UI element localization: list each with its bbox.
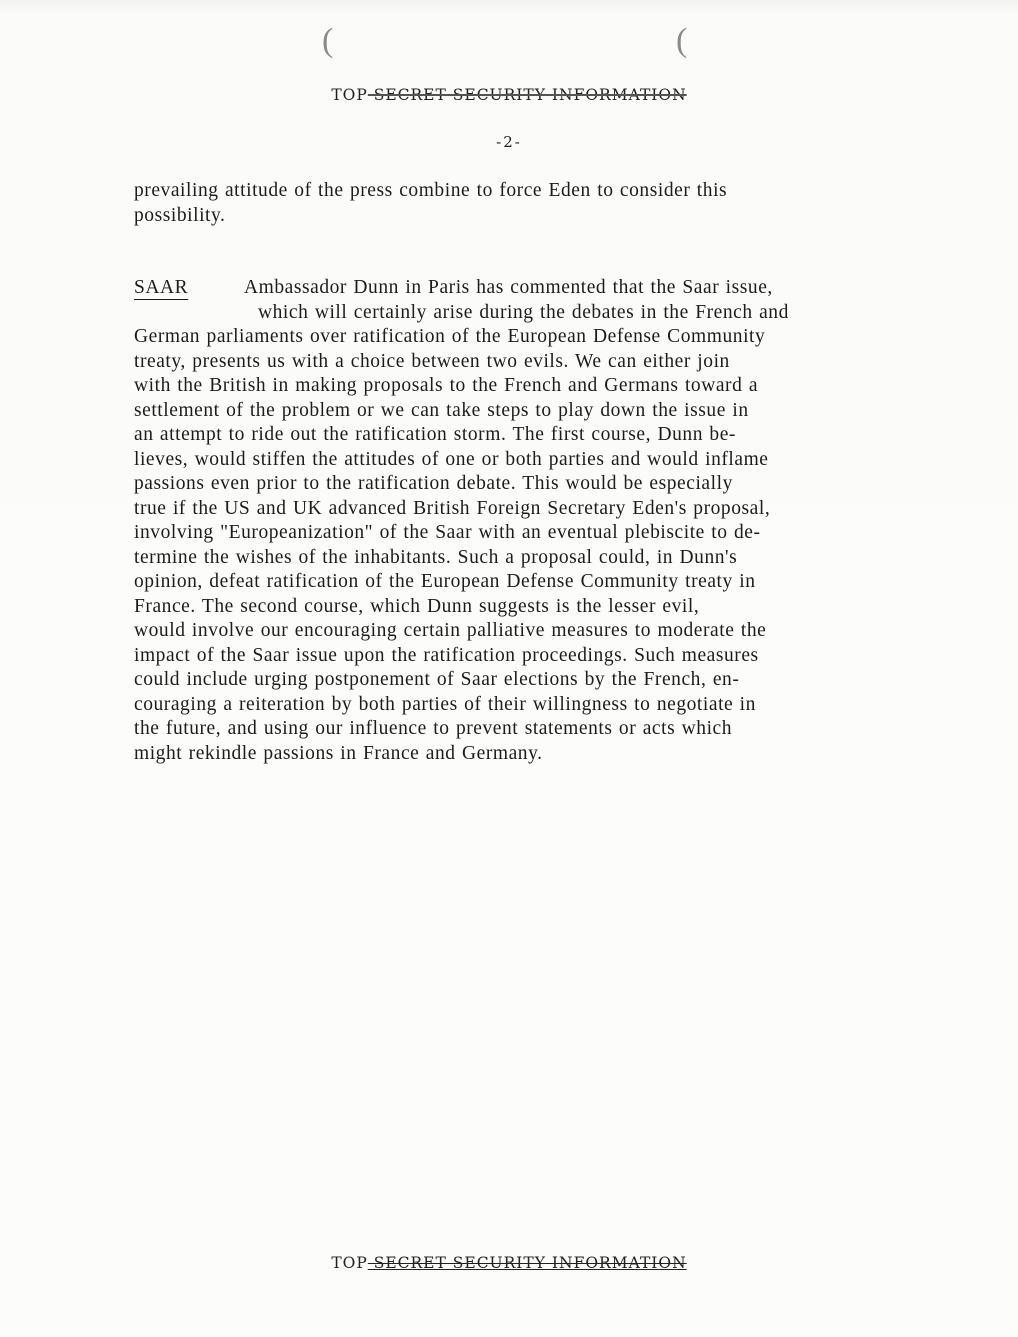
classification-struck-text: SECRET SECURITY INFORMATION [367,86,687,104]
saar-section [134,276,944,766]
text-line: involving "Europeanization" of the Saar with an eventual plebiscite to de- [134,522,761,543]
text-line: which will certainly arise during the debates in the French and [258,301,789,323]
text-line: lieves, would stiffen the attitudes of one or both parties and would inflame [134,448,769,470]
saar-second-line [134,301,944,326]
footer-classification [0,1254,1018,1272]
classification-struck-text: SECRET SECURITY INFORMATION [367,1254,687,1272]
classification-prefix: TOP [331,86,368,104]
text-line: opinion, defeat ratification of the European Defense Community treaty in [134,571,756,592]
text-line: passions even prior to the ratification debate. This would be especially [134,473,733,494]
text-line: would involve our encouraging certain palliative measures to moderate the [134,620,767,641]
text-line: German parliaments over ratification of the European Defense Community [134,326,766,347]
text-line: couraging a reiteration by both parties of their willingness to negotiate in [134,693,756,715]
text-line: settlement of the problem or we can take steps to play down the issue in [134,399,749,421]
text-line: with the British in making proposals to the French and Germans toward a [134,375,759,396]
continuation-paragraph [134,179,944,228]
text-line: possibility. [134,204,226,226]
text-line: could include urging postponement of Saar elections by the French, en- [134,669,740,690]
text-line: Ambassador Dunn in Paris has commented that the Saar issue, [244,277,773,298]
page-number: -2- [496,133,522,151]
text-line: the future, and using our influence to prevent statements or acts which [134,718,733,739]
text-line: France. The second course, which Dunn suggests is the lesser evil, [134,595,700,617]
classification-prefix: TOP [331,1254,368,1272]
binding-mark-left: ( [322,22,334,59]
text-line: prevailing attitude of the press combine to force Eden to consider this [134,180,728,201]
binding-mark-right: ( [676,22,688,59]
text-line: treaty, presents us with a choice between two evils. We can either join [134,350,730,372]
text-line: true if the US and UK advanced British Foreign Secretary Eden's proposal, [134,497,771,519]
header-classification [0,86,1018,104]
text-line: termine the wishes of the inhabitants. Such a proposal could, in Dunn's [134,546,738,568]
text-line: an attempt to ride out the ratification storm. The first course, Dunn be- [134,424,736,445]
text-line: impact of the Saar issue upon the ratification proceedings. Such measures [134,644,759,666]
section-label: SAAR [134,277,189,298]
saar-first-line [134,276,944,301]
text-line: might rekindle passions in France and Germany. [134,742,543,764]
